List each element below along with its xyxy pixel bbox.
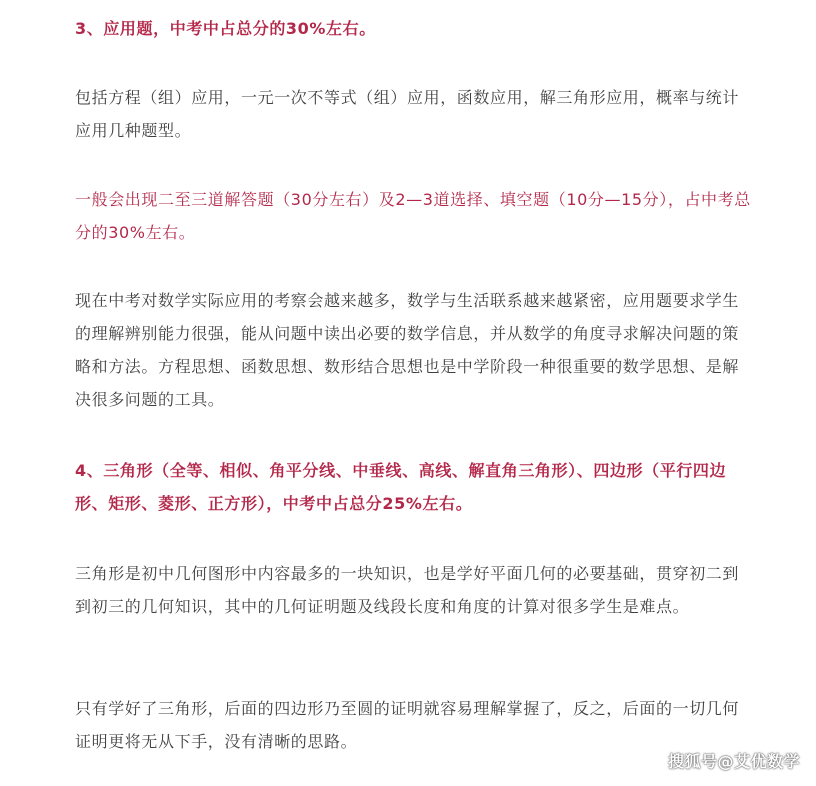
section-heading-4: 4、三角形（全等、相似、角平分线、中垂线、高线、解直角三角形）、四边形（平行四边形、矩形、菱形、正方形），中考中占总分25%左右。	[75, 461, 727, 513]
sohu-watermark: 搜狐号@艾优数学	[667, 752, 800, 771]
paragraph-application-importance: 现在中考对数学实际应用的考察会越来越多，数学与生活联系越来越紧密，应用题要求学生的理解辨别能力很强，能从问题中读出必要的数学信息，并从数学的角度寻求解决问题的策略和方法。方程思想、函数思想、数形结合思想也是中学阶段一种很重要的数学思想、是解决很多问题的工具。	[75, 291, 740, 409]
paragraph-triangle-knowledge: 三角形是初中几何图形中内容最多的一块知识，也是学好平面几何的必要基础，贯穿初二到到初三的几何知识，其中的几何证明题及线段长度和角度的计算对很多学生是难点。	[75, 564, 740, 616]
paragraph-score-share: 一般会出现二至三道解答题（30分左右）及2—3道选择、填空题（10分—15分），占中考总分的30%左右。	[75, 190, 751, 242]
paragraph-triangle-foundation: 只有学好了三角形，后面的四边形乃至圆的证明就容易理解掌握了，反之，后面的一切几何证明更将无从下手，没有清晰的思路。	[75, 699, 740, 751]
section-heading-3: 3、应用题，中考中占总分的30%左右。	[75, 19, 376, 38]
paragraph-question-types: 包括方程（组）应用，一元一次不等式（组）应用，函数应用，解三角形应用，概率与统计应用几种题型。	[75, 88, 740, 140]
